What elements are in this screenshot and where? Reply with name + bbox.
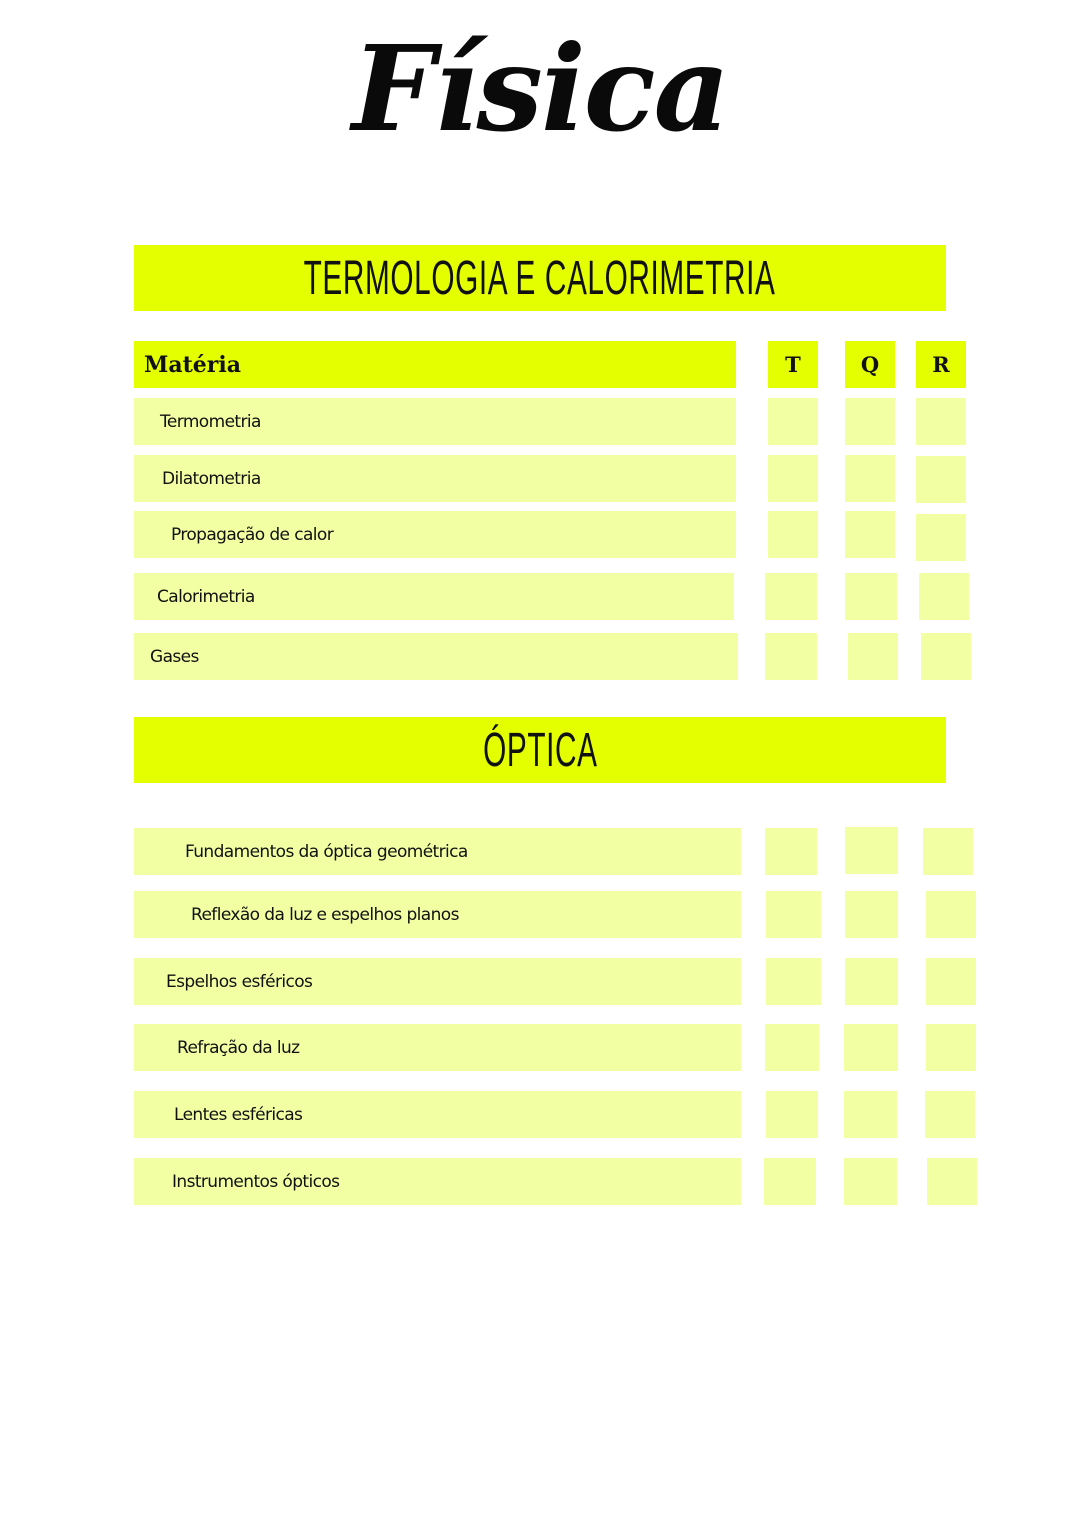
- checkbox-t[interactable]: [768, 398, 818, 445]
- checkbox-t[interactable]: [766, 891, 821, 938]
- checkbox-t[interactable]: [766, 958, 821, 1005]
- topic-row: [134, 1158, 741, 1205]
- checkbox-q[interactable]: [845, 573, 897, 620]
- checkbox-q[interactable]: [844, 1024, 898, 1071]
- checkbox-q[interactable]: [844, 1158, 897, 1205]
- checkbox-r[interactable]: [916, 398, 966, 445]
- topic-label: Lentes esféricas: [174, 1104, 303, 1125]
- checkbox-t[interactable]: [765, 573, 817, 620]
- checkbox-t[interactable]: [766, 1091, 818, 1138]
- topic-row: [134, 573, 734, 620]
- checkbox-t[interactable]: [764, 1158, 816, 1205]
- subject-column-header: [134, 341, 736, 388]
- checkbox-t[interactable]: [765, 633, 817, 680]
- section-banner-termologia: [134, 245, 946, 311]
- subject-header-label: Matéria: [144, 351, 241, 378]
- checkbox-t[interactable]: [765, 828, 817, 875]
- column-header-r: [916, 341, 966, 388]
- checkbox-q[interactable]: [848, 633, 898, 680]
- column-header-t: [768, 341, 818, 388]
- topic-row: [134, 958, 741, 1005]
- column-header-label: R: [932, 352, 950, 377]
- topic-row: [134, 1091, 741, 1138]
- checkbox-r[interactable]: [926, 958, 976, 1005]
- topic-label: Instrumentos ópticos: [172, 1171, 340, 1192]
- topic-row: [134, 511, 736, 558]
- column-header-q: [845, 341, 895, 388]
- checkbox-q[interactable]: [845, 827, 898, 874]
- topic-label: Dilatometria: [162, 468, 261, 489]
- topic-row: [134, 455, 736, 502]
- checkbox-q[interactable]: [845, 891, 898, 938]
- topic-label: Calorimetria: [157, 586, 255, 607]
- checkbox-r[interactable]: [926, 891, 976, 938]
- topic-label: Termometria: [160, 411, 261, 432]
- checkbox-r[interactable]: [927, 1158, 977, 1205]
- checkbox-t[interactable]: [765, 1024, 819, 1071]
- section-banner-optica: [134, 717, 946, 783]
- checkbox-q[interactable]: [845, 398, 895, 445]
- topic-label: Reflexão da luz e espelhos planos: [191, 904, 459, 925]
- checkbox-r[interactable]: [916, 456, 966, 503]
- column-header-label: Q: [860, 352, 880, 377]
- topic-label: Propagação de calor: [171, 524, 334, 545]
- topic-label: Fundamentos da óptica geométrica: [185, 841, 468, 862]
- section-title: ÓPTICA: [482, 723, 598, 777]
- topic-row: [134, 633, 738, 680]
- topic-label: Refração da luz: [177, 1037, 300, 1058]
- column-header-label: T: [785, 352, 801, 377]
- checkbox-q[interactable]: [844, 1091, 897, 1138]
- checkbox-r[interactable]: [916, 514, 966, 561]
- checkbox-r[interactable]: [921, 633, 971, 680]
- checkbox-q[interactable]: [845, 455, 895, 502]
- topic-label: Gases: [150, 646, 199, 667]
- section-title: TERMOLOGIA E CALORIMETRIA: [304, 251, 776, 305]
- page-title: Física: [351, 19, 729, 158]
- checkbox-q[interactable]: [845, 511, 895, 558]
- checkbox-r[interactable]: [919, 573, 969, 620]
- topic-row: [134, 828, 741, 875]
- checkbox-q[interactable]: [845, 958, 898, 1005]
- topic-label: Espelhos esféricos: [166, 971, 313, 992]
- checkbox-t[interactable]: [768, 455, 818, 502]
- checkbox-r[interactable]: [925, 1091, 975, 1138]
- checkbox-r[interactable]: [923, 828, 973, 875]
- topic-row: [134, 398, 736, 445]
- checkbox-t[interactable]: [768, 511, 818, 558]
- topic-row: [134, 891, 741, 938]
- checkbox-r[interactable]: [926, 1024, 976, 1071]
- topic-row: [134, 1024, 741, 1071]
